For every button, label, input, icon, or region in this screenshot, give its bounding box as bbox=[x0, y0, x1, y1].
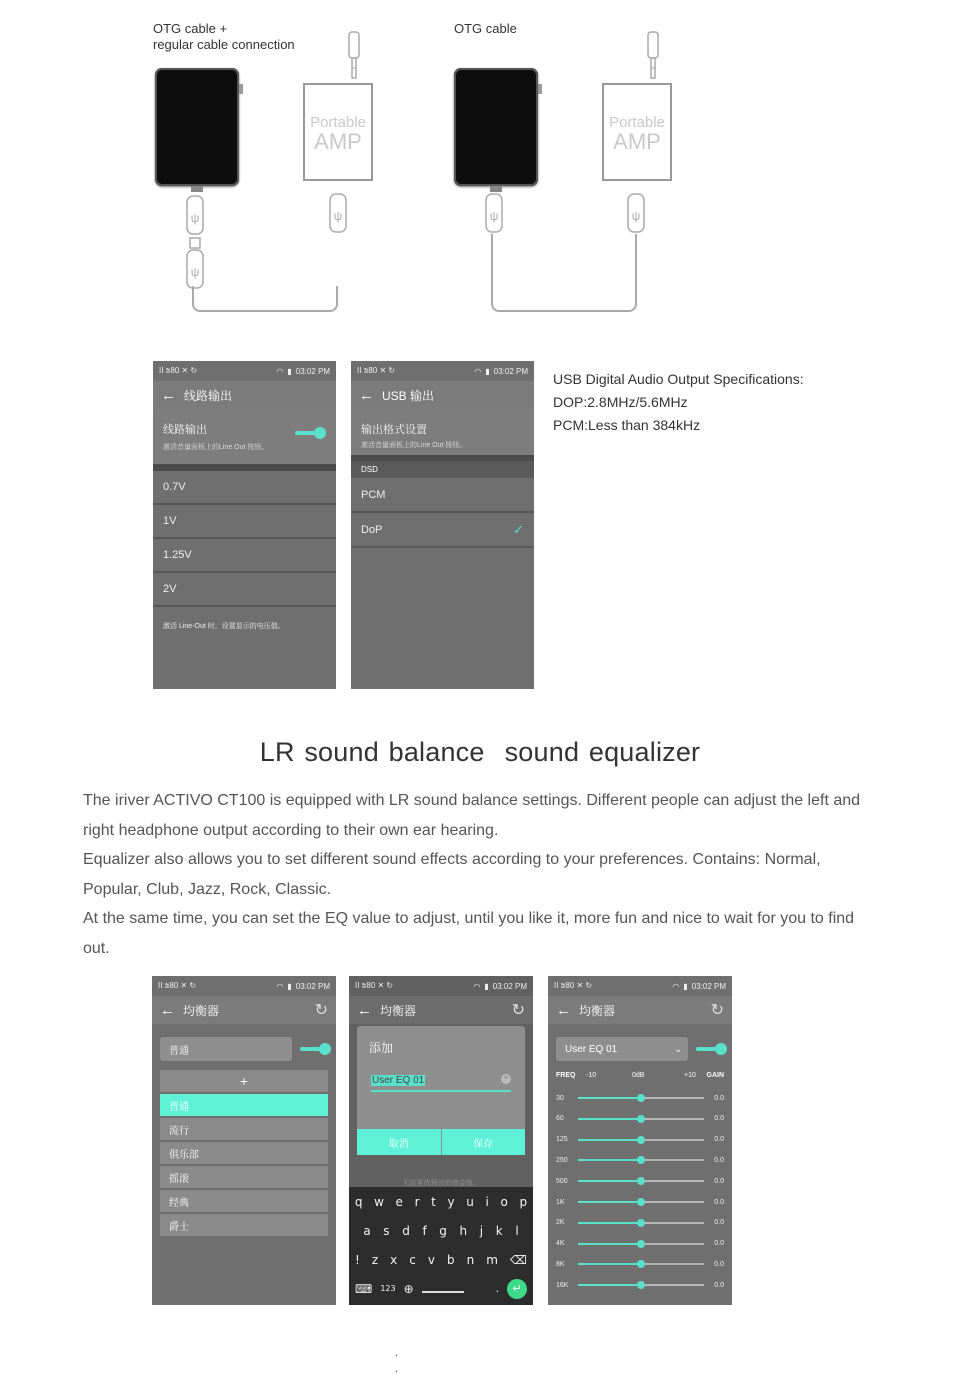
setting-title: 输出格式设置 bbox=[361, 424, 427, 436]
keyboard-key[interactable]: p bbox=[519, 1194, 528, 1209]
band-slider[interactable] bbox=[578, 1201, 704, 1203]
band-slider-fill bbox=[578, 1243, 641, 1245]
eq-preset-select[interactable] bbox=[556, 1037, 688, 1061]
min-label: -10 bbox=[586, 1072, 597, 1079]
usb-connector-icon bbox=[181, 194, 209, 290]
format-option-label: DoP bbox=[361, 523, 383, 536]
band-slider[interactable] bbox=[578, 1284, 704, 1286]
eq-band-row bbox=[556, 1088, 724, 1108]
status-bar bbox=[548, 976, 732, 996]
battery-icon: ▮ bbox=[287, 981, 292, 991]
freq-label: FREQ bbox=[556, 1072, 576, 1079]
eq-preset-bar bbox=[152, 1024, 336, 1070]
band-slider-knob[interactable] bbox=[637, 1219, 645, 1227]
keyboard-key[interactable]: m bbox=[486, 1252, 498, 1267]
screen-title: 均衡器 bbox=[579, 1003, 616, 1018]
band-slider-fill bbox=[578, 1222, 641, 1224]
input-value: User EQ 01 bbox=[372, 1075, 425, 1086]
music-player-image bbox=[454, 68, 538, 186]
amp-label-line1: Portable bbox=[609, 114, 665, 131]
band-slider-knob[interactable] bbox=[637, 1156, 645, 1164]
eq-band-row bbox=[556, 1109, 724, 1129]
eq-preset-select[interactable]: 普通 bbox=[160, 1037, 292, 1061]
format-option-selected[interactable] bbox=[351, 513, 534, 548]
eq-preset-bar bbox=[548, 1024, 732, 1070]
keyboard-key[interactable]: s bbox=[383, 1223, 390, 1238]
clear-input-icon[interactable]: × bbox=[501, 1074, 511, 1084]
eq-band-row bbox=[556, 1234, 724, 1254]
line-out-toggle[interactable] bbox=[295, 431, 323, 435]
band-slider-fill bbox=[578, 1118, 641, 1120]
keyboard-key[interactable]: b bbox=[447, 1252, 455, 1267]
refresh-icon[interactable]: ↻ bbox=[511, 1002, 525, 1019]
band-gain: 0.0 bbox=[714, 1136, 724, 1144]
paragraph: Equalizer also allows you to set different sound effects according to your preferences. Contains: Normal, Popular, Club, Jazz, Rock, Classic. bbox=[83, 851, 821, 898]
keyboard-icon[interactable]: ⌨ bbox=[355, 1281, 373, 1296]
svg-text:ψ: ψ bbox=[333, 209, 343, 223]
band-slider-fill bbox=[578, 1097, 641, 1099]
eq-list-screen bbox=[152, 976, 336, 1305]
eq-band-row bbox=[556, 1254, 724, 1274]
portable-amp-box bbox=[303, 83, 373, 181]
eq-band-row bbox=[556, 1275, 724, 1295]
band-slider-fill bbox=[578, 1263, 641, 1265]
section-heading bbox=[0, 737, 960, 768]
keyboard-key[interactable]: f bbox=[422, 1223, 427, 1238]
format-option[interactable]: PCM bbox=[351, 478, 534, 513]
band-slider[interactable] bbox=[578, 1139, 704, 1141]
cable-line bbox=[192, 286, 338, 312]
status-bar bbox=[351, 361, 534, 381]
paragraph: The iriver ACTIVO CT100 is equipped with LR sound balance settings. Different people can adjust the left and right headphone output according to their own ear hearing. bbox=[83, 792, 861, 839]
svg-text:ψ: ψ bbox=[489, 209, 499, 223]
keyboard-key[interactable]: c bbox=[409, 1252, 416, 1267]
screen-title: 均衡器 bbox=[380, 1003, 417, 1018]
eq-toggle[interactable] bbox=[300, 1047, 328, 1051]
keyboard-key[interactable]: u bbox=[466, 1194, 474, 1209]
title-bar bbox=[153, 381, 336, 409]
band-slider[interactable] bbox=[578, 1243, 704, 1245]
usb-connector-icon bbox=[622, 190, 650, 236]
usb-connector-icon bbox=[480, 190, 508, 236]
voltage-option[interactable]: 2V bbox=[153, 573, 336, 607]
wifi-icon: ◠ bbox=[474, 366, 482, 376]
battery-icon: ▮ bbox=[485, 366, 490, 376]
spec-line: PCM:Less than 384kHz bbox=[553, 417, 701, 433]
diagram-label: OTG cable + regular cable connection bbox=[153, 21, 295, 52]
band-slider-knob[interactable] bbox=[637, 1198, 645, 1206]
band-frequency: 4K bbox=[556, 1240, 565, 1248]
globe-icon[interactable]: ⊕ bbox=[403, 1281, 414, 1296]
dialog-actions bbox=[357, 1129, 525, 1155]
diagram-label: OTG cable bbox=[454, 21, 517, 36]
keyboard bbox=[349, 1187, 533, 1305]
voltage-option[interactable]: 1V bbox=[153, 505, 336, 539]
status-time: 03:02 PM bbox=[493, 366, 528, 376]
screen-title: 线路输出 bbox=[184, 388, 233, 403]
refresh-icon[interactable]: ↻ bbox=[314, 1002, 328, 1019]
amp-label-line2: AMP bbox=[314, 129, 362, 154]
keyboard-key[interactable]: w bbox=[374, 1194, 384, 1209]
keyboard-key[interactable]: z bbox=[371, 1252, 379, 1267]
svg-text:ψ: ψ bbox=[631, 209, 641, 223]
band-slider[interactable] bbox=[578, 1118, 704, 1120]
eq-band-row bbox=[556, 1150, 724, 1170]
key-row bbox=[349, 1187, 533, 1216]
band-slider[interactable] bbox=[578, 1263, 704, 1265]
band-frequency: 250 bbox=[556, 1156, 568, 1164]
eq-add-screen bbox=[349, 976, 533, 1305]
preset-item[interactable]: 经典 bbox=[160, 1190, 328, 1214]
preset-item[interactable]: 流行 bbox=[160, 1118, 328, 1142]
divider bbox=[153, 464, 336, 471]
eq-scale-header bbox=[556, 1072, 724, 1079]
back-arrow-icon[interactable]: ← bbox=[357, 1001, 372, 1019]
status-time: 03:02 PM bbox=[295, 981, 330, 991]
title-bar bbox=[152, 996, 336, 1024]
keyboard-key[interactable]: g bbox=[439, 1223, 447, 1238]
amp-label-line2: AMP bbox=[613, 129, 661, 154]
line-out-screen bbox=[153, 361, 336, 689]
status-bar bbox=[152, 976, 336, 996]
preset-name-input[interactable] bbox=[371, 1074, 511, 1092]
preset-item[interactable]: 摇滚 bbox=[160, 1166, 328, 1190]
add-preset-button[interactable]: + bbox=[160, 1070, 328, 1094]
status-time: 03:02 PM bbox=[691, 981, 726, 991]
keyboard-key[interactable]: a bbox=[363, 1223, 371, 1238]
audio-jack-icon bbox=[344, 30, 364, 84]
keyboard-key[interactable]: t bbox=[431, 1194, 436, 1209]
keyboard-key[interactable]: ⌫ bbox=[510, 1252, 527, 1267]
usb-out-screen bbox=[351, 361, 534, 689]
band-frequency: 16K bbox=[556, 1281, 569, 1289]
section-header: DSD bbox=[351, 461, 534, 478]
voltage-option[interactable]: 0.7V bbox=[153, 471, 336, 505]
keyboard-key[interactable]: x bbox=[390, 1252, 398, 1267]
status-icons: II ⩰80 ✕ ↻ bbox=[158, 981, 197, 990]
keyboard-key[interactable]: i bbox=[485, 1194, 489, 1209]
amp-label-line1: Portable bbox=[310, 114, 366, 131]
output-format-setting bbox=[351, 409, 534, 455]
setting-title: 线路输出 bbox=[163, 424, 207, 436]
band-gain: 0.0 bbox=[714, 1198, 724, 1206]
keyboard-key[interactable]: ! bbox=[355, 1252, 360, 1267]
status-bar bbox=[153, 361, 336, 381]
key-row bbox=[349, 1216, 533, 1245]
status-time: 03:02 PM bbox=[492, 981, 527, 991]
checkmark-icon: ✓ bbox=[513, 521, 524, 537]
spec-line: DOP:2.8MHz/5.6MHz bbox=[553, 394, 688, 410]
music-player-image bbox=[155, 68, 239, 186]
keyboard-key[interactable]: h bbox=[459, 1223, 468, 1238]
screen-title: 均衡器 bbox=[183, 1003, 220, 1018]
preset-item[interactable]: 爵士 bbox=[160, 1214, 328, 1238]
back-arrow-icon[interactable]: ← bbox=[161, 386, 176, 404]
band-gain: 0.0 bbox=[714, 1219, 724, 1227]
back-arrow-icon[interactable]: ← bbox=[160, 1001, 175, 1019]
battery-icon: ▮ bbox=[484, 981, 489, 991]
band-slider[interactable] bbox=[578, 1097, 704, 1099]
footer-note: 激活 Line-Out 时，设置显示的电压值。 bbox=[163, 623, 285, 630]
svg-text:ψ: ψ bbox=[190, 265, 200, 279]
eq-band-row bbox=[556, 1171, 724, 1191]
audio-jack-icon bbox=[643, 30, 663, 84]
mid-label: 0dB bbox=[632, 1072, 645, 1079]
status-bar bbox=[349, 976, 533, 996]
band-slider-knob[interactable] bbox=[637, 1240, 645, 1248]
svg-text:ψ: ψ bbox=[190, 211, 200, 225]
keyboard-key[interactable]: d bbox=[402, 1223, 410, 1238]
band-frequency: 30 bbox=[556, 1094, 564, 1102]
eq-band-row bbox=[556, 1213, 724, 1233]
title-bar bbox=[351, 381, 534, 409]
title-bar bbox=[349, 996, 533, 1024]
cropped-text-fragment: ˙ ˙ bbox=[395, 1352, 418, 1384]
period-key[interactable]: . bbox=[495, 1282, 500, 1295]
numbers-key[interactable]: 123 bbox=[380, 1284, 396, 1293]
wifi-icon: ◠ bbox=[276, 366, 284, 376]
eq-band-row bbox=[556, 1192, 724, 1212]
keyboard-key[interactable]: v bbox=[427, 1252, 436, 1267]
band-gain: 0.0 bbox=[714, 1240, 724, 1248]
band-slider-fill bbox=[578, 1139, 641, 1141]
cancel-button[interactable]: 取消 bbox=[357, 1129, 441, 1155]
preset-item[interactable]: 普通 bbox=[160, 1094, 328, 1118]
keyboard-key[interactable]: o bbox=[500, 1194, 508, 1209]
band-gain: 0.0 bbox=[714, 1156, 724, 1164]
back-arrow-icon[interactable]: ← bbox=[556, 1001, 571, 1019]
voltage-option[interactable]: 1.25V bbox=[153, 539, 336, 573]
band-slider-knob[interactable] bbox=[637, 1136, 645, 1144]
battery-icon: ▮ bbox=[287, 366, 292, 376]
dialog-title: 添加 bbox=[369, 1041, 394, 1055]
spec-line: USB Digital Audio Output Specifications: bbox=[553, 371, 804, 387]
band-slider-fill bbox=[578, 1284, 641, 1286]
chevron-down-icon: ⌄ bbox=[674, 1043, 682, 1054]
band-gain: 0.0 bbox=[714, 1094, 724, 1102]
band-gain: 0.0 bbox=[714, 1281, 724, 1289]
keyboard-key[interactable]: q bbox=[354, 1194, 363, 1209]
keyboard-key[interactable]: e bbox=[395, 1194, 403, 1209]
status-time: 03:02 PM bbox=[295, 366, 330, 376]
keyboard-key[interactable]: n bbox=[466, 1252, 475, 1267]
band-frequency: 2K bbox=[556, 1219, 565, 1227]
band-slider-knob[interactable] bbox=[637, 1094, 645, 1102]
status-icons: II ⩰80 ✕ ↻ bbox=[355, 981, 394, 990]
portable-amp-box bbox=[602, 83, 672, 181]
key-row bbox=[349, 1274, 533, 1303]
hint-text: 无法更改预设的增益值。 bbox=[402, 1180, 480, 1187]
back-arrow-icon[interactable]: ← bbox=[359, 386, 374, 404]
status-icons: II ⩰80 ✕ ↻ bbox=[357, 366, 396, 375]
save-button[interactable]: 保存 bbox=[442, 1129, 526, 1155]
heading-part: LR sound balance bbox=[259, 737, 485, 767]
keyboard-key[interactable]: l bbox=[515, 1223, 519, 1238]
band-slider-knob[interactable] bbox=[637, 1177, 645, 1185]
gain-label: GAIN bbox=[706, 1072, 724, 1079]
keyboard-key[interactable]: j bbox=[479, 1223, 484, 1238]
band-slider-fill bbox=[578, 1159, 641, 1161]
band-frequency: 125 bbox=[556, 1136, 568, 1144]
band-gain: 0.0 bbox=[714, 1177, 724, 1185]
wifi-icon: ◠ bbox=[473, 981, 481, 991]
status-icons: II ⩰80 ✕ ↻ bbox=[159, 366, 198, 375]
enter-key-icon[interactable]: ↵ bbox=[507, 1279, 527, 1299]
band-slider[interactable] bbox=[578, 1222, 704, 1224]
band-frequency: 8K bbox=[556, 1260, 565, 1268]
battery-icon: ▮ bbox=[683, 981, 688, 991]
refresh-icon[interactable]: ↻ bbox=[710, 1002, 724, 1019]
space-key[interactable] bbox=[422, 1291, 464, 1293]
heading-part: sound equalizer bbox=[504, 737, 701, 767]
band-frequency: 1K bbox=[556, 1198, 565, 1206]
band-gain: 0.0 bbox=[714, 1115, 724, 1123]
wifi-icon: ◠ bbox=[276, 981, 284, 991]
add-preset-dialog bbox=[357, 1026, 525, 1155]
key-row bbox=[349, 1245, 533, 1274]
band-slider-knob[interactable] bbox=[637, 1260, 645, 1268]
cable-line bbox=[491, 234, 637, 312]
title-bar bbox=[548, 996, 732, 1024]
usb-spec-text bbox=[553, 368, 804, 437]
band-frequency: 60 bbox=[556, 1115, 564, 1123]
band-gain: 0.0 bbox=[714, 1260, 724, 1268]
band-slider-knob[interactable] bbox=[637, 1115, 645, 1123]
keyboard-key[interactable]: y bbox=[447, 1194, 455, 1209]
description-text bbox=[83, 786, 873, 964]
max-label: +10 bbox=[684, 1072, 696, 1079]
setting-description: 激活音量面板上的Line Out 按钮。 bbox=[163, 444, 269, 451]
eq-preset-value: User EQ 01 bbox=[565, 1043, 618, 1055]
line-out-setting[interactable] bbox=[153, 409, 336, 464]
setting-description: 激活音量面板上的Line Out 按钮。 bbox=[361, 442, 467, 449]
band-slider[interactable] bbox=[578, 1159, 704, 1161]
screen-title: USB 输出 bbox=[382, 388, 435, 403]
eq-toggle[interactable] bbox=[696, 1047, 724, 1051]
paragraph: At the same time, you can set the EQ value to adjust, until you like it, more fun and nice to wait for you to find out. bbox=[83, 910, 855, 957]
keyboard-key[interactable]: k bbox=[495, 1223, 503, 1238]
band-slider[interactable] bbox=[578, 1180, 704, 1182]
eq-band-row bbox=[556, 1130, 724, 1150]
band-slider-fill bbox=[578, 1201, 641, 1203]
band-slider-fill bbox=[578, 1180, 641, 1182]
preset-item[interactable]: 俱乐部 bbox=[160, 1142, 328, 1166]
wifi-icon: ◠ bbox=[672, 981, 680, 991]
usb-connector-icon bbox=[324, 190, 352, 236]
band-slider-knob[interactable] bbox=[637, 1281, 645, 1289]
keyboard-key[interactable]: r bbox=[414, 1194, 420, 1209]
eq-detail-screen bbox=[548, 976, 732, 1305]
band-frequency: 500 bbox=[556, 1177, 568, 1185]
status-icons: II ⩰80 ✕ ↻ bbox=[554, 981, 593, 990]
